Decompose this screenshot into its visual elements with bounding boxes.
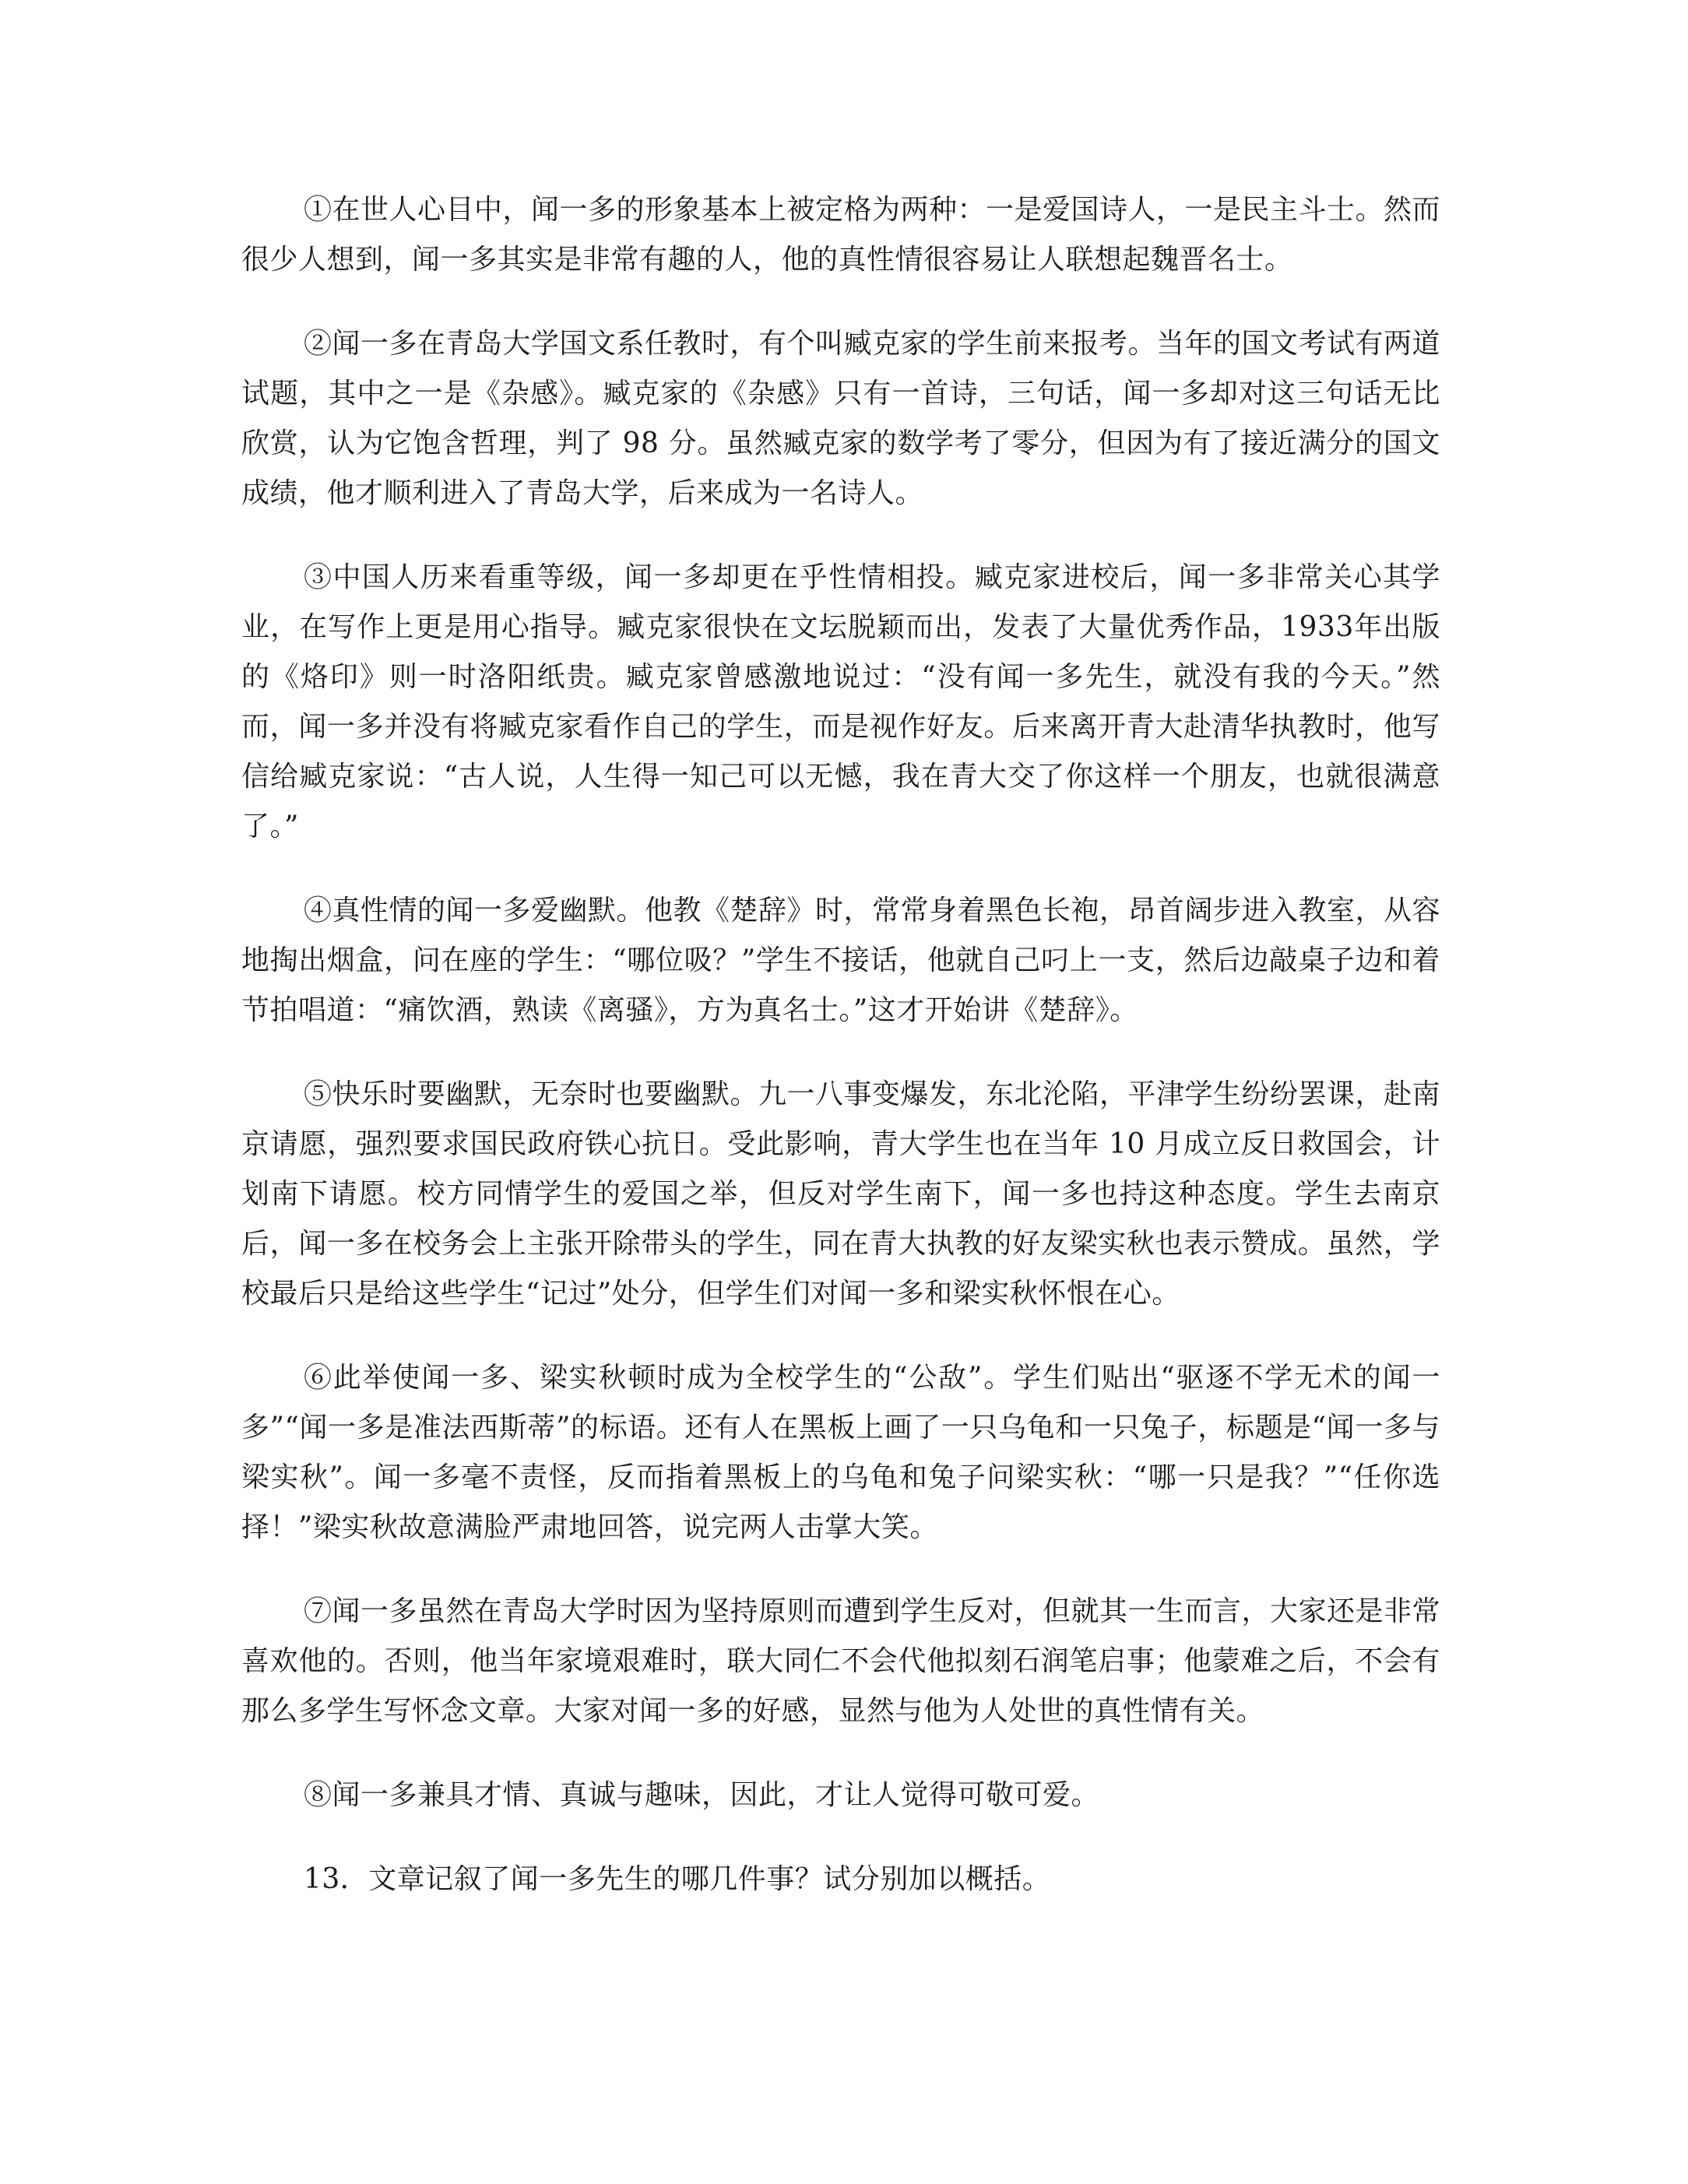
paragraph-2: ②闻一多在青岛大学国文系任教时，有个叫臧克家的学生前来报考。当年的国文考试有两道试题，其中之一是《杂感》。臧克家的《杂感》只有一首诗，三句话，闻一多却对这三句话无比欣赏，认为它饱含哲理，判了 98 分。虽然臧克家的数学考了零分，但因为有了接近满分的国文成绩，他才顺利进入了青岛大学，后来成为一名诗人。 bbox=[241, 328, 1441, 509]
paragraph-8: ⑧闻一多兼具才情、真诚与趣味，因此，才让人觉得可敬可爱。 bbox=[304, 1779, 1100, 1811]
paragraph-7: ⑦闻一多虽然在青岛大学时因为坚持原则而遭到学生反对，但就其一生而言，大家还是非常喜欢他的。否则，他当年家境艰难时，联大同仁不会代他拟刻石润笔启事；他蒙难之后，不会有那么多学生写怀念文章。大家对闻一多的好感，显然与他为人处世的真性情有关。 bbox=[241, 1595, 1441, 1727]
paragraph-6: ⑥此举使闻一多、梁实秋顿时成为全校学生的“公敌”。学生们贴出“驱逐不学无术的闻一多”“闻一多是准法西斯蒂”的标语。还有人在黑板上画了一只乌龟和一只兔子，标题是“闻一多与梁实秋”。闻一多毫不责怪，反而指着黑板上的乌龟和兔子问梁实秋：“哪一只是我？”“任你选择！”梁实秋故意满脸严肃地回答，说完两人击掌大笑。 bbox=[241, 1362, 1440, 1543]
paragraph-3: ③中国人历来看重等级，闻一多却更在乎性情相投。臧克家进校后，闻一多非常关心其学业，在写作上更是用心指导。臧克家很快在文坛脱颖而出，发表了大量优秀作品，1933年出版的《烙印》则一时洛阳纸贵。臧克家曾感激地说过：“没有闻一多先生，就没有我的今天。”然而，闻一多并没有将臧克家看作自己的学生，而是视作好友。后来离开青大赴清华执教时，他写信给臧克家说：“古人说，人生得一知己可以无憾，我在青大交了你这样一个朋友，也就很满意了。” bbox=[241, 561, 1440, 842]
paragraph-4: ④真性情的闻一多爱幽默。他教《楚辞》时，常常身着黑色长袍，昂首阔步进入教室，从容地掏出烟盒，问在座的学生：“哪位吸？”学生不接话，他就自己叼上一支，然后边敲桌子边和着节拍唱道：“痛饮酒，熟读《离骚》，方为真名士。”这才开始讲《楚辞》。 bbox=[241, 895, 1441, 1026]
paragraph-1: ①在世人心目中，闻一多的形象基本上被定格为两种：一是爱国诗人，一是民主斗士。然而很少人想到，闻一多其实是非常有趣的人，他的真性情很容易让人联想起魏晋名士。 bbox=[241, 194, 1441, 276]
paragraph-5: ⑤快乐时要幽默，无奈时也要幽默。九一八事变爆发，东北沦陷，平津学生纷纷罢课，赴南京请愿，强烈要求国民政府铁心抗日。受此影响，青大学生也在当年 10 月成立反日救国会，计划南下请愿。校方同情学生的爱国之举，但反对学生南下，闻一多也持这种态度。学生去南京后，闻一多在校务会上主张开除带头的学生，同在青大执教的好友梁实秋也表示赞成。虽然，学校最后只是给这些学生“记过”处分，但学生们对闻一多和梁实秋怀恨在心。 bbox=[241, 1078, 1441, 1310]
question-13: 13．文章记叙了闻一多先生的哪几件事？试分别加以概括。 bbox=[304, 1863, 1051, 1895]
document-page bbox=[241, 185, 1440, 1904]
